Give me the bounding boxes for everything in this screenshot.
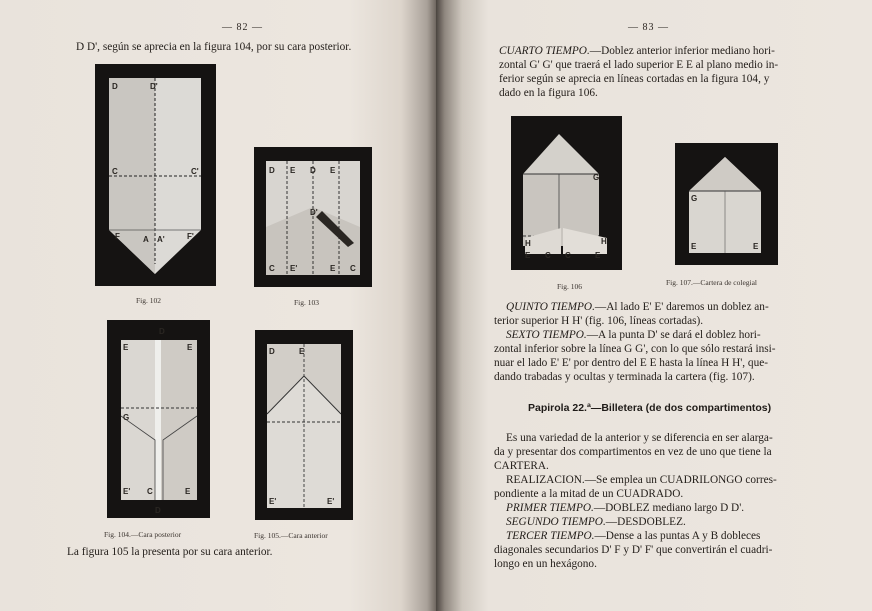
fig103-label-8: C [350, 264, 356, 273]
fig104-label-2: E [187, 343, 193, 352]
figure-104-image [107, 320, 210, 518]
fig106-label-5: E [595, 251, 601, 260]
fig104-label-5: C [147, 487, 153, 496]
fig103-label-6: E' [290, 264, 298, 273]
p2-line-1: terior superior H H' (fig. 106, líneas cortadas). [494, 315, 704, 327]
fig103-label-3: E [330, 166, 336, 175]
fig102-label-0: D [112, 82, 118, 91]
fig102-label-2: C [112, 167, 118, 176]
fig105-label-1: E [299, 347, 305, 356]
fig105-label-3: E' [327, 497, 335, 506]
fig103-label-5: C [269, 264, 275, 273]
fig102-label-3: C' [191, 167, 199, 176]
fig106-label-4: C [565, 251, 571, 260]
page-number-right: — 83 — [628, 22, 669, 33]
fig102-label-1: D' [150, 82, 158, 91]
p3-line-6: SEGUNDO TIEMPO.—DESDOBLEZ. [506, 516, 686, 528]
fig107-label-0: G [691, 194, 698, 203]
p3-line-7: TERCER TIEMPO.—Dense a las puntas A y B dobleces [506, 530, 761, 542]
p1-line-2: ferior según se aprecia en líneas cortadas en la figura 104, y [499, 73, 770, 85]
figure-103-image [254, 147, 372, 287]
p1-line-0: CUARTO TIEMPO.—Doblez anterior inferior mediano hori- [499, 45, 775, 57]
figure-105-caption: Fig. 105.—Cara anterior [254, 531, 328, 540]
fig102-label-5: A [143, 235, 149, 244]
figure-106-image [511, 116, 622, 270]
p3-line-9: longo en un hexágono. [494, 558, 597, 570]
page-number-left: — 82 — [222, 22, 263, 33]
fig104-label-7: D [155, 506, 161, 515]
section-heading: Papirola 22.ª—Billetera (de dos compartimentos) [528, 402, 772, 414]
fig104-label-0: D [159, 327, 165, 336]
fig104-label-3: G [123, 413, 130, 422]
fig104-label-4: E' [123, 487, 131, 496]
fig103-label-4: D' [310, 208, 318, 217]
p3-line-3: REALIZACION.—Se emplea un CUADRILONGO corres- [506, 474, 777, 486]
left-top-line: D D', según se aprecia en la figura 104, por su cara posterior. [76, 41, 352, 53]
p3-line-0: Es una variedad de la anterior y se diferencia en ser alarga- [506, 432, 773, 444]
p3-line-8: diagonales secundarios D' F y D' F' que convertirán el cuadri- [494, 544, 773, 556]
figure-102-caption: Fig. 102 [136, 296, 162, 305]
figure-104-caption: Fig. 104.—Cara posterior [104, 530, 182, 539]
p3-line-1: da y presentar dos compartimentos en vez de uno que tiene la [494, 446, 772, 458]
figure-106-drawing [511, 116, 622, 270]
fig102-label-7: F' [187, 232, 194, 241]
fig107-label-2: E [753, 242, 759, 251]
fig106-label-6: H [601, 237, 607, 246]
fig106-label-1: H [525, 239, 531, 248]
p1-line-3: dado en la figura 106. [499, 87, 598, 99]
fig103-label-1: E [290, 166, 296, 175]
figure-107-image [675, 143, 778, 265]
figure-106-caption: Fig. 106 [557, 282, 583, 291]
right-page [436, 0, 872, 611]
p2-line-0: QUINTO TIEMPO.—Al lado E' E' daremos un doblez an- [506, 301, 769, 313]
figure-107-drawing [675, 143, 778, 265]
fig104-label-6: E [185, 487, 191, 496]
p2-line-2: SEXTO TIEMPO.—A la punta D' se dará el doblez hori- [506, 329, 761, 341]
p2-line-5: dando trabadas y ocultas y terminada la cartera (fig. 107). [494, 371, 755, 383]
p1-line-1: zontal G' G' que traerá el lado superior E E al plano medio in- [499, 59, 779, 71]
fig103-label-0: D [269, 166, 275, 175]
fig106-label-2: E [525, 251, 531, 260]
figure-103-drawing [254, 147, 372, 287]
fig105-label-0: D [269, 347, 275, 356]
fig106-label-0: G [593, 173, 600, 182]
fig102-label-6: A' [157, 235, 165, 244]
figure-105-drawing [255, 330, 353, 520]
figure-104-drawing [107, 320, 210, 518]
fig107-label-1: E [691, 242, 697, 251]
figure-107-caption: Fig. 107.—Cartera de colegial [666, 278, 758, 287]
p2-line-3: zontal inferior sobre la línea G G', con lo que sólo restará insi- [494, 343, 776, 355]
p3-line-4: pondiente a la mitad de un CUADRADO. [494, 488, 684, 500]
figure-102-image [95, 64, 216, 286]
figure-105-image [255, 330, 353, 520]
figure-102-drawing [95, 64, 216, 286]
p2-line-4: nuar el lado E' E' por dentro del E E hasta la línea H H', que- [494, 357, 768, 369]
left-bottom-line: La figura 105 la presenta por su cara anterior. [67, 546, 273, 558]
fig102-label-4: F [115, 232, 120, 241]
figure-103-caption: Fig. 103 [294, 298, 320, 307]
fig105-label-2: E' [269, 497, 277, 506]
fig106-label-3: C [545, 251, 551, 260]
fig104-label-1: E [123, 343, 129, 352]
p3-line-5: PRIMER TIEMPO.—DOBLEZ mediano largo D D'. [506, 502, 745, 514]
fig103-label-7: E [330, 264, 336, 273]
fig103-label-2: D [310, 166, 316, 175]
p3-line-2: CARTERA. [494, 460, 549, 472]
